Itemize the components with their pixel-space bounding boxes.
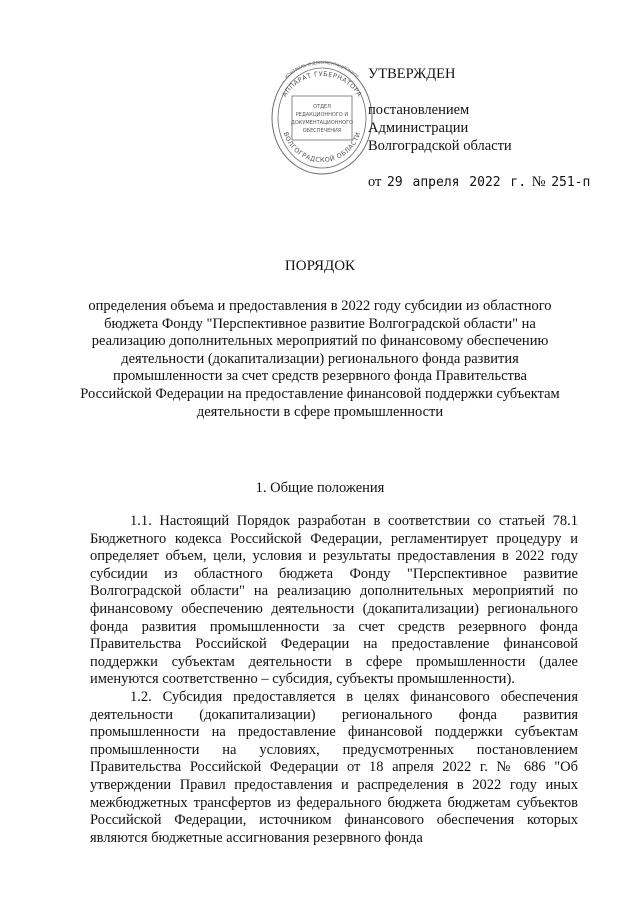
approval-line-1: постановлением (368, 102, 470, 118)
document-body (90, 513, 578, 847)
approval-date-value: 29 апреля 2022 г. (387, 175, 527, 190)
stamp-center-line-3: ДОКУМЕНТАЦИОННОГО (290, 120, 354, 126)
approval-date (368, 174, 590, 191)
section-title: 1. Общие положения (255, 480, 385, 496)
stamp-ring-bottom-text: ВОЛГОГРАДСКОЙ ОБЛАСТИ (281, 130, 363, 165)
approval-number-value: 251-п (551, 175, 591, 190)
official-stamp (268, 56, 376, 180)
approval-title: УТВЕРЖДЕН (368, 66, 456, 82)
stamp-ring-outer-text: КОНТРОЛЬ И ДОКУМЕНТАЦИОННОЕ (283, 59, 361, 80)
stamp-center-line-2: РЕДАКЦИОННОГО И (295, 112, 349, 118)
stamp-center-line-1: ОТДЕЛ (313, 104, 331, 110)
paragraph-1-1: 1.1. Настоящий Порядок разработан в соответствии со статьей 78.1 Бюджетного кодекса Российской Федерации, регламентирует процедуру и определяет объем, цели, условия и результаты предоставления в 2022 году субсидии из областного бюджета Фонду "Перспективное развитие Волгоградской области" на реализацию дополнительных мероприятий по финансовому обеспечению деятельности (докапитализации) регионального фонда развития промышленности за счет средств резервного фонда Правительства Российской Федерации на предоставление финансовой поддержки субъектам деятельности в сфере промышленности (далее именуются соответственно – субсидия, субъекты промышленности). (90, 513, 578, 688)
approval-date-prefix: от (368, 174, 382, 190)
approval-number-sign: № (531, 174, 546, 190)
document-subtitle: определения объема и предоставления в 2022 году субсидии из областного бюджета Фонду "Перспективное развитие Волгоградской области" на реализацию дополнительных мероприятий по финансовому обеспечению деятельности (докапитализации) регионального фонда развития промышленности за счет средств резервного фонда Правительства Российской Федерации на предоставление финансовой поддержки субъектам деятельности в сфере промышленности (80, 298, 560, 420)
stamp-center-line-4: ОБЕСПЕЧЕНИЯ (302, 128, 342, 134)
approval-line-3: Волгоградской области (368, 138, 512, 154)
stamp-ring-top-text: АППАРАТ ГУБЕРНАТОРА (280, 69, 364, 99)
document-title: ПОРЯДОК (284, 258, 356, 274)
svg-text:ВОЛГОГРАДСКОЙ ОБЛАСТИ (282, 131, 363, 164)
paragraph-1-2: 1.2. Субсидия предоставляется в целях финансового обеспечения деятельности (докапитализации) регионального фонда развития промышленности на предоставление финансовой поддержки субъектам промышленности на условиях, предусмотренных постановлением Правительства Российской Федерации от 18 апреля 2022 г. № 686 "Об утверждении Правил предоставления и распределения в 2022 году иных межбюджетных трансфертов из федерального бюджета бюджетам субъектов Российской Федерации, источником финансового обеспечения которых являются бюджетные ассигнования резервного фонда (90, 688, 578, 846)
approval-line-2: Администрации (368, 120, 469, 136)
